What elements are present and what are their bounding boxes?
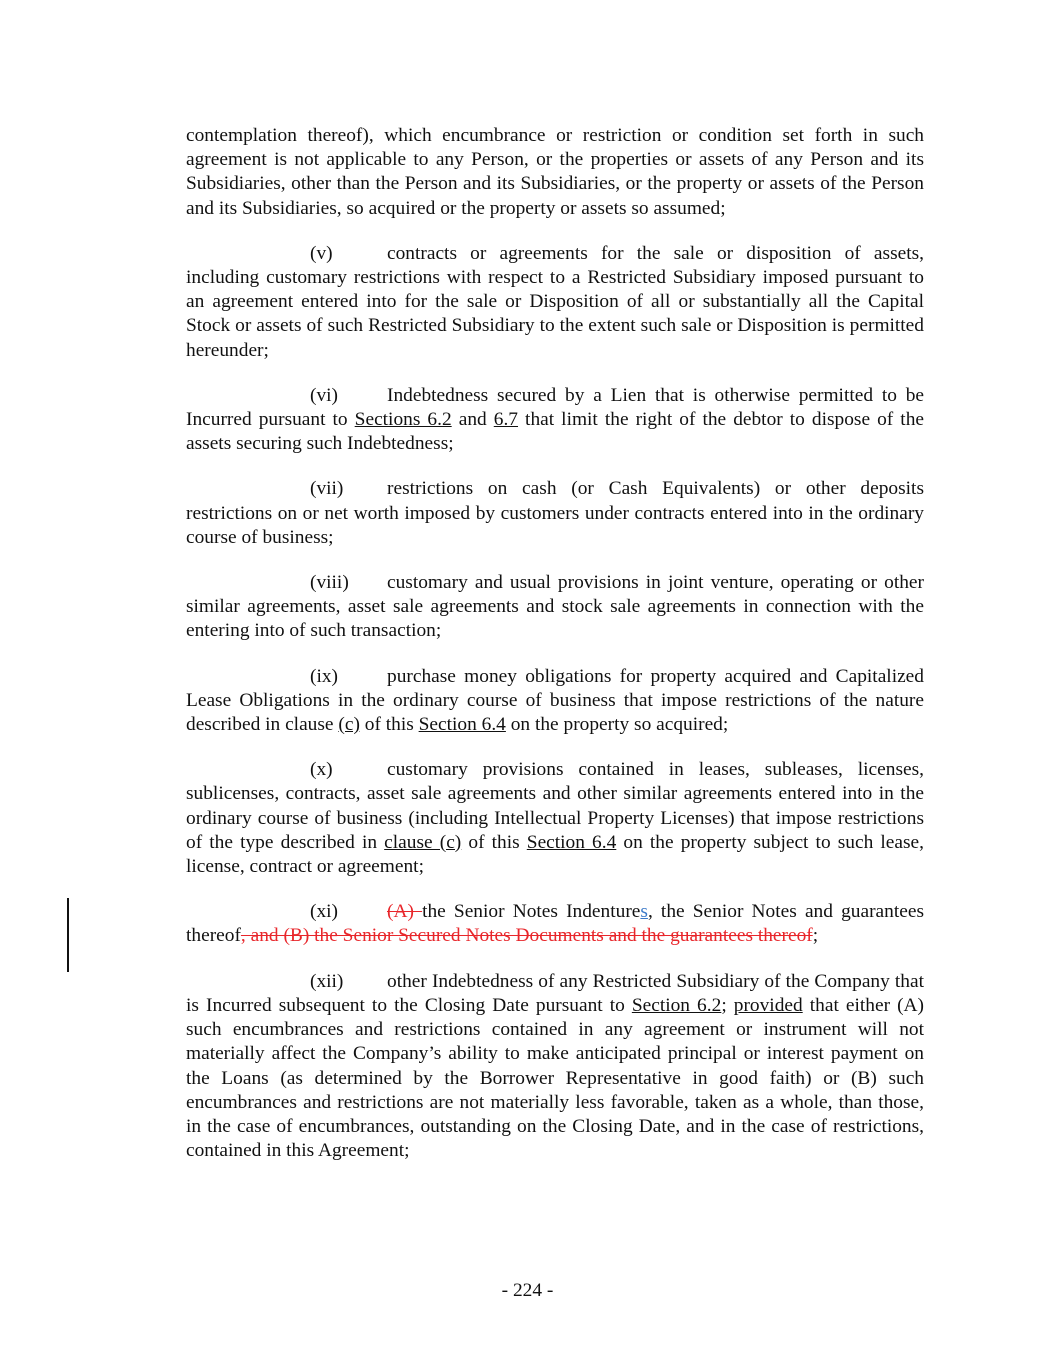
clause-text: customary provisions contained in leases, subleases, licenses, sublicenses, contracts, asset sale agreements and other similar agreements entered into in the ordinary course of business (including Intellectual Property Licenses) that impose restrictions of the type described in [186,759,924,853]
cross-reference-link[interactable]: Section 6.4 [418,714,506,736]
cross-reference-link[interactable]: Section 6.2 [631,994,722,1016]
cross-reference-link[interactable]: 6.7 [493,409,519,431]
cross-reference-link[interactable]: (c) [338,714,360,736]
clause-text: ; [721,994,734,1016]
clause-vii [186,477,924,550]
clause-number: (vii) [310,478,344,500]
clause-xi [186,900,924,948]
page-number: - 224 - [501,1280,554,1301]
inserted-text: s [640,901,648,923]
clause-text: Indebtedness secured by a Lien that is otherwise permitted to be Incurred pursuant to [186,384,924,431]
clause-number: (xii) [310,970,344,992]
clause-vi [186,384,924,457]
clause-number: (vi) [310,384,338,406]
clause-text: ; [812,925,819,947]
clause-text: of this [461,831,527,853]
clause-text: that limit the right of the debtor to dispose of the assets securing such Indebtedness; [186,409,924,455]
clause-viii [186,571,924,644]
clause-number: (ix) [310,665,338,687]
clause-ix [186,665,924,738]
clause-x [186,758,924,879]
clause-number: (xi) [310,901,338,923]
cross-reference-link[interactable]: clause (c) [384,831,462,853]
revision-change-bar [67,898,69,972]
clause-text: , the Senior Notes and guarantees thereof [186,901,924,947]
clause-text: that either (A) such encumbrances and restrictions contained in any agreement or instrument will not materially affect the Company’s ability to make anticipated principal or interest payment on the Loans (as determined by the Borrower Representative in good faith) or (B) such encumbrances and restrictions are not materially less favorable, taken as a whole, than those, in the case of encumbrances, outstanding on the Closing Date, and in the case of restrictions, contained in this Agreement; [186,994,925,1162]
intro-paragraph: contemplation thereof), which encumbrance or restriction or condition set forth in such agreement is not applicable to any Person, or the properties or assets of any Person and its Subsidiaries, other than the Person and its Subsidiaries, or the property or assets of the Person and its Subsidiaries, so acquired or the property or assets so assumed; [186,125,924,219]
clause-number: (viii) [310,572,349,594]
clause-text: and [451,409,494,431]
cross-reference-link[interactable]: Sections 6.2 [354,409,452,431]
clause-text: the Senior Notes Indenture [422,901,641,923]
clause-text: customary and usual provisions in joint venture, operating or other similar agreements, asset sale agreements and stock sale agreements in connection with the entering into of such transaction; [186,572,924,642]
cross-reference-link[interactable]: Section 6.4 [526,831,617,853]
clause-text: on the property subject to such lease, license, contract or agreement; [186,831,925,878]
clause-text: other Indebtedness of any Restricted Subsidiary of the Company that is Incurred subsequent to the Closing Date pursuant to [186,970,924,1016]
clause-text: restrictions on cash (or Cash Equivalents) or other deposits restrictions on or net worth imposed by customers under contracts entered into in the ordinary course of business; [186,478,924,548]
clause-v [186,242,924,363]
document-page [186,124,924,1184]
clause-number: (x) [310,759,333,781]
defined-term-provided: provided [733,994,803,1016]
clause-text: purchase money obligations for property acquired and Capitalized Lease Obligations in the ordinary course of business that impose restrictions of the nature described in clause [186,665,924,736]
clause-text: on the property so acquired; [505,714,729,736]
deleted-text: (A) [387,901,423,923]
deleted-text: , and (B) the Senior Secured Notes Documents and the guarantees thereof [240,925,813,947]
clause-text: of this [359,714,419,736]
clause-number: (v) [310,242,333,264]
clause-text: contracts or agreements for the sale or disposition of assets, including customary restrictions with respect to a Restricted Subsidiary imposed pursuant to an agreement entered into for the sale or Disposition of all or substantially all the Capital Stock or assets of such Restricted Subsidiary to the extent such sale or Disposition is permitted hereunder; [186,242,924,361]
clause-xii [186,970,924,1164]
